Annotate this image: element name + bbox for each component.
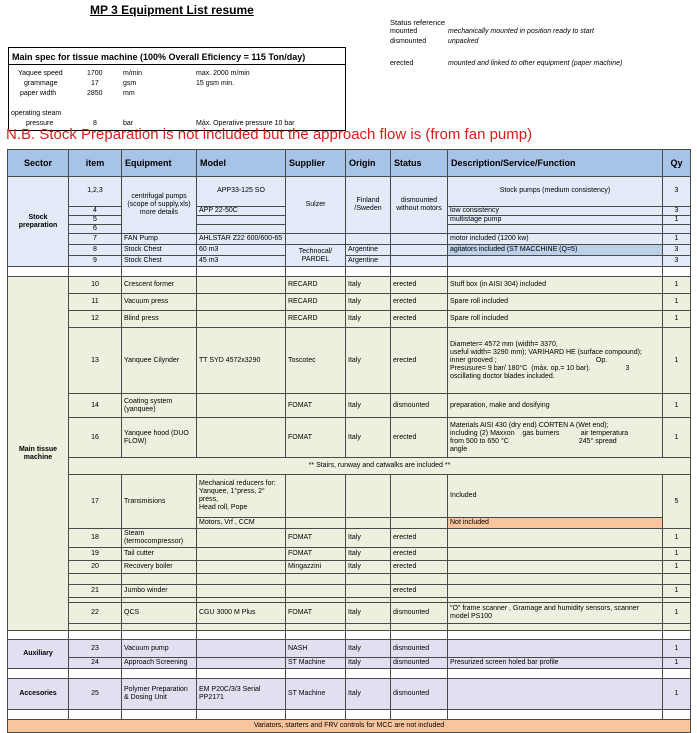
cell-origin: Italy <box>346 328 391 394</box>
desc-line: Presusure= 9 bar/ 180°C (máx. op.= 10 bar). 3 <box>450 364 630 372</box>
table-row <box>8 234 691 245</box>
spec-unit: gsm <box>123 80 137 87</box>
cell-equipment: Jumbo winder <box>122 585 197 598</box>
footer-row <box>8 720 691 733</box>
desc-line: useful width= 3290 mm); VARIHARD HE (surface compound); <box>450 348 642 356</box>
cell-desc <box>448 225 663 234</box>
cell-desc <box>448 603 663 624</box>
cell-desc: Included <box>448 475 663 518</box>
cell-qy: 1 <box>663 216 691 225</box>
desc-line: Diameter= 4572 mm (width= 3370, <box>450 340 558 348</box>
cell-qy: 3 <box>663 245 691 256</box>
cell-origin: Italy <box>346 658 391 669</box>
status-reference-heading: Status reference <box>390 18 446 27</box>
cell-origin: Italy <box>346 529 391 548</box>
cell-status: erected <box>391 561 448 574</box>
cell-origin: Finland /Sweden <box>346 177 391 234</box>
table-row <box>8 277 691 294</box>
cell-supplier <box>286 234 346 245</box>
cell-status <box>391 518 448 529</box>
cell-qy: 3 <box>663 177 691 207</box>
status-desc: mechanically mounted in position ready to start <box>448 28 594 35</box>
spec-label: Yaquee speed <box>18 70 63 77</box>
cell-desc: agitators included (ST MACCHINE (Q=5) <box>448 245 663 256</box>
cell-model: Motors, Vrf , CCM <box>197 518 286 529</box>
cell-item: 8 <box>69 245 122 256</box>
header-sector: Sector <box>8 150 69 177</box>
spacer-row <box>8 669 691 679</box>
cell-qy: 1 <box>663 529 691 548</box>
cell-item: 4 <box>69 207 122 216</box>
cell-qy: 1 <box>663 394 691 418</box>
table-note-row <box>8 458 691 475</box>
cell-model <box>197 311 286 328</box>
cell-model: APP33-125 SO <box>197 177 286 207</box>
cell-desc <box>448 640 663 658</box>
cell-model <box>197 225 286 234</box>
spec-value: 1700 <box>87 70 103 77</box>
cell-equipment: Vacuum pump <box>122 640 197 658</box>
cell-equipment: FAN Pump <box>122 234 197 245</box>
cell-status: dismounted without motors <box>391 177 448 234</box>
model-line: Yanquee, 1°press, 2° press, <box>199 488 265 504</box>
cell-supplier <box>286 475 346 518</box>
cell-item: 9 <box>69 256 122 267</box>
cell-item: 12 <box>69 311 122 328</box>
table-row <box>8 529 691 548</box>
cell-origin: Italy <box>346 311 391 328</box>
cell-item: 6 <box>69 225 122 234</box>
status-term: mounted <box>390 28 418 35</box>
spec-value: 17 <box>91 80 99 87</box>
cell-origin <box>346 585 391 598</box>
desc-line: model PS100 <box>450 613 493 621</box>
cell-desc: preparation, make and dosifying <box>448 394 663 418</box>
spec-value: 2850 <box>87 90 103 97</box>
model-line: Head roll, Pope <box>199 504 248 512</box>
sector-aux: Auxiliary <box>8 640 69 669</box>
main-spec-heading: Main spec for tissue machine (100% Overall Eficiency = 115 Ton/day) <box>9 48 345 65</box>
sector-main: Main tissue machine <box>8 277 69 631</box>
cell-equipment: Coating system (yanquee) <box>122 394 197 418</box>
header-supplier: Supplier <box>286 150 346 177</box>
cell-qy: 1 <box>663 585 691 598</box>
nb-note: N.B. Stock Preparation is not included but the approach flow is (from fan pump) <box>6 126 533 143</box>
desc-line: angle <box>450 445 468 453</box>
table-row <box>8 311 691 328</box>
status-term: dismounted <box>390 38 427 45</box>
cell-origin: Italy <box>346 277 391 294</box>
cell-origin: Italy <box>346 548 391 561</box>
cell-qy: 1 <box>663 561 691 574</box>
cell-supplier: RECARD <box>286 277 346 294</box>
cell-model <box>197 561 286 574</box>
spec-unit: mm <box>123 90 135 97</box>
cell-item: 16 <box>69 418 122 458</box>
spec-unit: bar <box>123 120 134 127</box>
cell-model <box>197 277 286 294</box>
cell-status: dismounted <box>391 640 448 658</box>
cell-origin: Argentine <box>346 245 391 256</box>
table-row <box>8 561 691 574</box>
header-status: Status <box>391 150 448 177</box>
cell-qy: 1 <box>663 548 691 561</box>
cell-equipment: Vacuum press <box>122 294 197 311</box>
cell-origin: Italy <box>346 640 391 658</box>
cell-item: 1,2,3 <box>69 177 122 207</box>
cell-desc <box>448 418 663 458</box>
table-row <box>8 658 691 669</box>
cell-qy <box>663 225 691 234</box>
cell-supplier: FOMAT <box>286 394 346 418</box>
cell-status <box>391 256 448 267</box>
cell-model <box>197 418 286 458</box>
cell-qy: 1 <box>663 311 691 328</box>
cell-status: erected <box>391 529 448 548</box>
desc-line: from 500 to 650 °C 245° spread <box>450 437 617 445</box>
cell-model <box>197 640 286 658</box>
cell-supplier: RECARD <box>286 294 346 311</box>
desc-line: including (2) Maxxon gas burners air temperatura <box>450 429 629 437</box>
cell-equipment: centrifugal pumps (scope of supply.xls) more details <box>122 177 197 234</box>
cell-status: erected <box>391 418 448 458</box>
spacer-row <box>8 267 691 277</box>
cell-desc <box>448 548 663 561</box>
cell-desc <box>448 679 663 710</box>
cell-item: 23 <box>69 640 122 658</box>
cell-model <box>197 658 286 669</box>
cell-supplier: ST Machine <box>286 679 346 710</box>
cell-desc: Not included <box>448 518 663 529</box>
stairs-note: ** Stairs, runway and catwalks are included ** <box>69 458 691 475</box>
cell-supplier: Toscotec <box>286 328 346 394</box>
cell-qy: 1 <box>663 679 691 710</box>
cell-supplier: NASH <box>286 640 346 658</box>
cell-status: dismounted <box>391 394 448 418</box>
cell-item: 25 <box>69 679 122 710</box>
cell-equipment: Transmisions <box>122 475 197 529</box>
cell-supplier: FOMAT <box>286 548 346 561</box>
spec-note: 15 gsm min. <box>196 80 235 87</box>
spacer-row <box>8 710 691 720</box>
spec-value: 8 <box>93 120 97 127</box>
cell-model: TT SYD 4572x3290 <box>197 328 286 394</box>
spec-unit: m/min <box>123 70 143 77</box>
cell-item: 13 <box>69 328 122 394</box>
sector-acc: Accesories <box>8 679 69 710</box>
cell-status: erected <box>391 328 448 394</box>
cell-qy: 1 <box>663 640 691 658</box>
equipment-table <box>7 149 691 733</box>
header-qy: Qy <box>663 150 691 177</box>
cell-desc: low consistency <box>448 207 663 216</box>
cell-equipment: Stock Chest <box>122 245 197 256</box>
header-item: item <box>69 150 122 177</box>
sector-stock: Stock preparation <box>8 177 69 267</box>
header-origin: Origin <box>346 150 391 177</box>
spec-label: operating steam <box>11 110 62 117</box>
cell-equipment: Yanquee hood (DUO FLOW) <box>122 418 197 458</box>
cell-model <box>197 294 286 311</box>
cell-desc: motor included (1200 kw) <box>448 234 663 245</box>
cell-qy: 5 <box>663 475 691 529</box>
table-row <box>8 177 691 207</box>
cell-supplier: FOMAT <box>286 418 346 458</box>
cell-desc: Spare roll included <box>448 311 663 328</box>
cell-supplier: ST Machine <box>286 658 346 669</box>
cell-item: 22 <box>69 603 122 624</box>
cell-desc: Presurized screen holed bar profile <box>448 658 663 669</box>
page-title: MP 3 Equipment List resume <box>90 3 254 17</box>
table-row <box>8 603 691 624</box>
cell-equipment: Approach Screening <box>122 658 197 669</box>
desc-line: inner grooved ; Op. <box>450 356 608 364</box>
cell-qy: 1 <box>663 234 691 245</box>
cell-supplier: Sulzer <box>286 177 346 234</box>
spacer-row <box>8 631 691 640</box>
cell-qy: 3 <box>663 207 691 216</box>
cell-status <box>391 234 448 245</box>
cell-item: 5 <box>69 216 122 225</box>
cell-desc <box>448 561 663 574</box>
cell-equipment: QCS <box>122 603 197 624</box>
cell-model <box>197 394 286 418</box>
table-row <box>8 328 691 394</box>
cell-item: 10 <box>69 277 122 294</box>
cell-supplier: FOMAT <box>286 603 346 624</box>
cell-qy: 1 <box>663 603 691 624</box>
cell-model: 45 m3 <box>197 256 286 267</box>
spec-note: Máx. Operative pressure 10 bar <box>196 120 295 127</box>
header-description: Description/Service/Function <box>448 150 663 177</box>
cell-origin: Italy <box>346 418 391 458</box>
cell-item: 11 <box>69 294 122 311</box>
spec-label: grammage <box>24 80 58 87</box>
cell-status: erected <box>391 548 448 561</box>
cell-model: APP 22-50C <box>197 207 286 216</box>
table-row <box>8 418 691 458</box>
cell-item: 18 <box>69 529 122 548</box>
cell-supplier <box>286 518 346 529</box>
cell-origin <box>346 475 391 518</box>
status-desc: mounted and linked to other equipment (paper machine) <box>448 60 623 67</box>
cell-status: dismounted <box>391 603 448 624</box>
cell-status: dismounted <box>391 679 448 710</box>
cell-equipment: Recovery boiler <box>122 561 197 574</box>
cell-qy: 1 <box>663 328 691 394</box>
cell-item: 24 <box>69 658 122 669</box>
cell-model <box>197 585 286 598</box>
cell-model <box>197 216 286 225</box>
cell-status: erected <box>391 277 448 294</box>
spacer-row <box>8 574 691 585</box>
table-header-row <box>8 150 691 177</box>
cell-supplier <box>286 585 346 598</box>
cell-origin <box>346 234 391 245</box>
cell-supplier: Technocal/ PARDEL <box>286 245 346 267</box>
header-equipment: Equipment <box>122 150 197 177</box>
spec-note: max. 2000 m/min <box>196 70 250 77</box>
desc-line: "O" frame scanner , Gramage and humidity sensors, scanner <box>450 605 639 613</box>
table-row <box>8 475 691 518</box>
cell-origin: Italy <box>346 394 391 418</box>
desc-line: Materials AISI 430 (dry end) CORTEN A (Wet end); <box>450 421 609 429</box>
spec-label: pressure <box>26 120 54 127</box>
model-line: Mechanical reducers for: <box>199 480 276 488</box>
main-spec-box <box>8 47 346 131</box>
table-row <box>8 294 691 311</box>
cell-supplier: Mingazzini <box>286 561 346 574</box>
footer-note: Variators, starters and FRV controls for MCC are not included <box>8 720 691 733</box>
spacer-row <box>8 624 691 631</box>
table-row <box>8 679 691 710</box>
cell-model <box>197 548 286 561</box>
cell-model <box>197 475 286 518</box>
table-row <box>8 548 691 561</box>
cell-equipment: Tail cutter <box>122 548 197 561</box>
cell-qy: 1 <box>663 658 691 669</box>
cell-item: 7 <box>69 234 122 245</box>
table-row <box>8 585 691 598</box>
desc-line: oscillating doctor blades included. <box>450 372 555 380</box>
table-row <box>8 245 691 256</box>
cell-qy: 1 <box>663 277 691 294</box>
spec-label: paper width <box>20 90 57 97</box>
cell-desc: Spare roll included <box>448 294 663 311</box>
cell-qy: 1 <box>663 418 691 458</box>
cell-desc <box>448 529 663 548</box>
cell-desc <box>448 328 663 394</box>
cell-item: 20 <box>69 561 122 574</box>
header-model: Model <box>197 150 286 177</box>
cell-item: 19 <box>69 548 122 561</box>
cell-origin: Argentine <box>346 256 391 267</box>
cell-model: AHLSTAR Z22 600/600-65 <box>197 234 286 245</box>
cell-equipment: Yanquee Cilynder <box>122 328 197 394</box>
cell-status <box>391 245 448 256</box>
status-desc: unpacked <box>448 38 479 45</box>
cell-qy: 1 <box>663 294 691 311</box>
cell-item: 21 <box>69 585 122 598</box>
cell-desc: Stock pumps (medium consistency) <box>448 177 663 207</box>
cell-status: dismounted <box>391 658 448 669</box>
cell-model: CGU 3000 M Plus <box>197 603 286 624</box>
cell-origin: Italy <box>346 603 391 624</box>
table-row <box>8 394 691 418</box>
table-row <box>8 256 691 267</box>
cell-status <box>391 475 448 518</box>
cell-origin <box>346 518 391 529</box>
cell-model <box>197 529 286 548</box>
cell-equipment: Polymer Preparation & Dosing Unit <box>122 679 197 710</box>
cell-model: 60 m3 <box>197 245 286 256</box>
cell-status: erected <box>391 294 448 311</box>
cell-item: 17 <box>69 475 122 529</box>
cell-origin: Italy <box>346 561 391 574</box>
table-row <box>8 640 691 658</box>
cell-desc <box>448 585 663 598</box>
cell-origin: Italy <box>346 679 391 710</box>
cell-desc: Stuff box (in AISI 304) included <box>448 277 663 294</box>
cell-equipment: Stock Chest <box>122 256 197 267</box>
cell-item: 14 <box>69 394 122 418</box>
cell-origin: Italy <box>346 294 391 311</box>
cell-model: EM P20C/3/3 Serial PP2171 <box>197 679 286 710</box>
cell-qy: 3 <box>663 256 691 267</box>
cell-equipment: Crescent former <box>122 277 197 294</box>
status-term: erected <box>390 60 414 67</box>
cell-supplier: FOMAT <box>286 529 346 548</box>
cell-supplier: RECARD <box>286 311 346 328</box>
cell-equipment: Blind press <box>122 311 197 328</box>
cell-equipment: Steam (termocompressor) <box>122 529 197 548</box>
cell-desc <box>448 256 663 267</box>
cell-status: erected <box>391 585 448 598</box>
cell-status: erected <box>391 311 448 328</box>
cell-desc: multistage pump <box>448 216 663 225</box>
